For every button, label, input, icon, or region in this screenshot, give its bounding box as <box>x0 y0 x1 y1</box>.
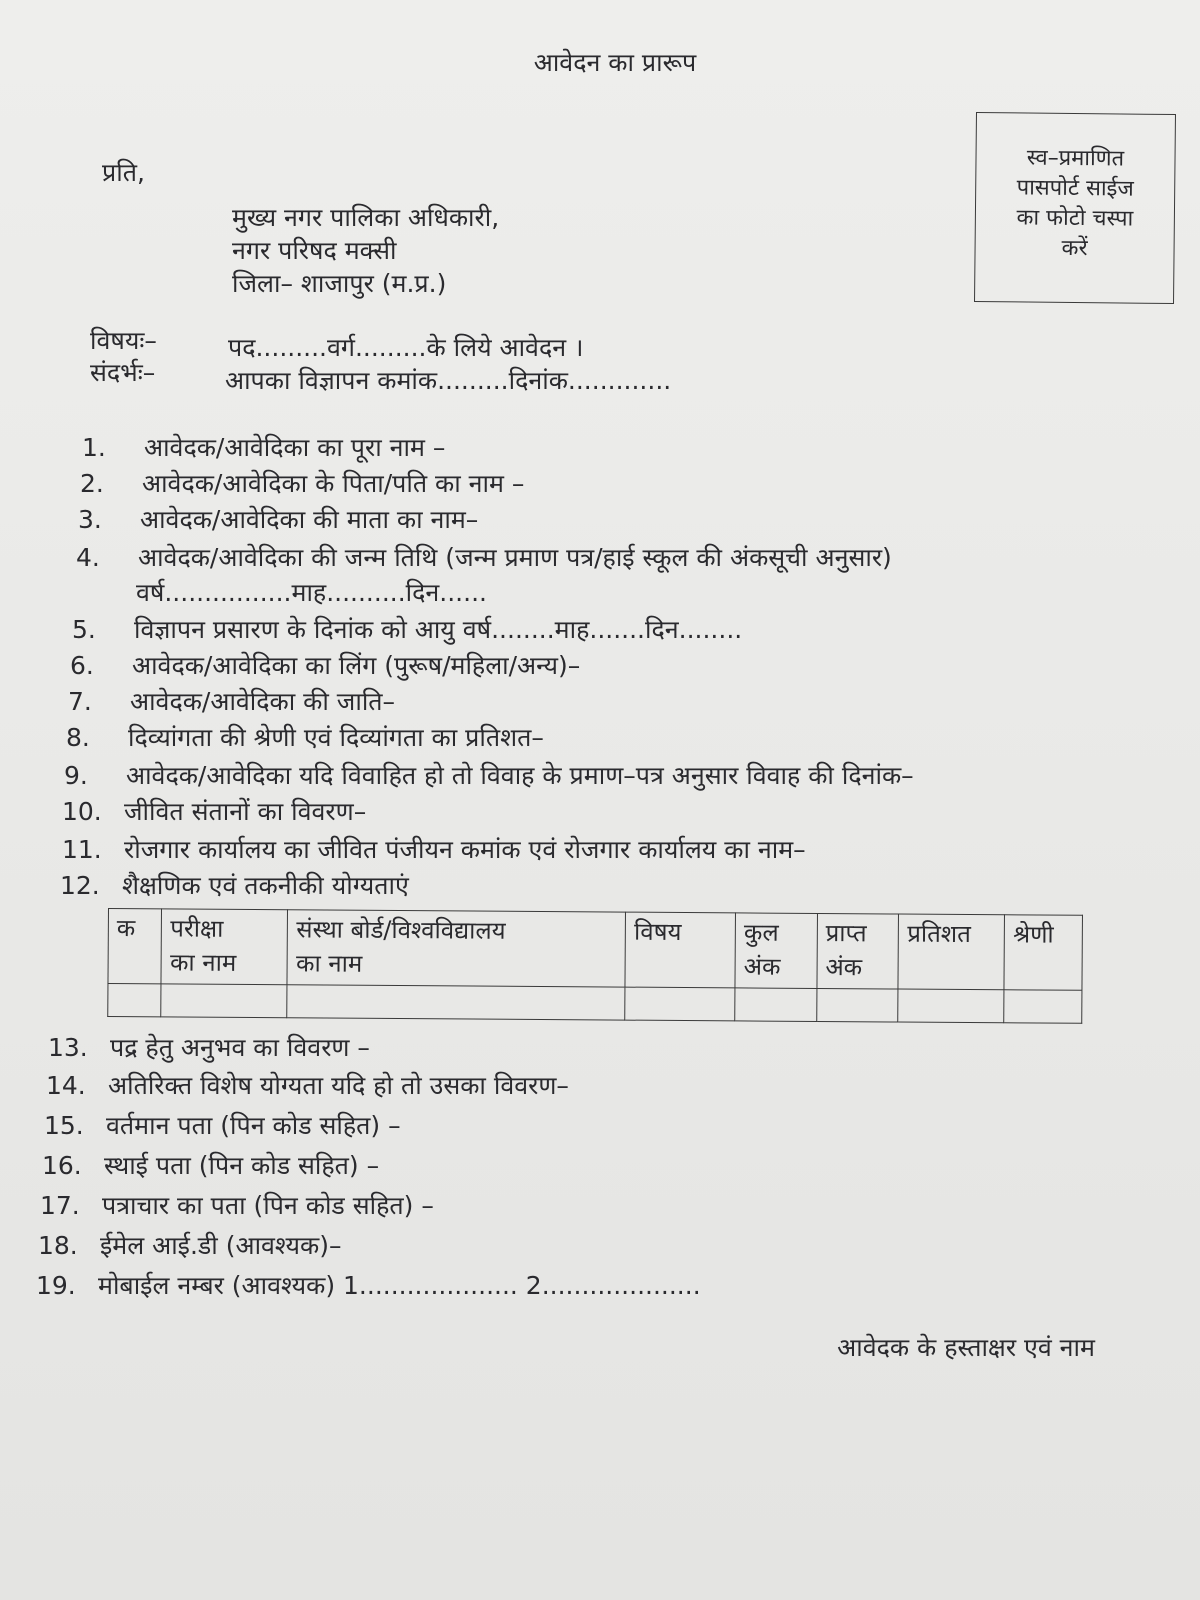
item-number: 17. <box>40 1191 80 1220</box>
qualifications-table <box>107 908 1083 1024</box>
form-item-17 <box>40 1188 434 1222</box>
reference-label: संदर्भः– <box>90 358 156 387</box>
header-subject <box>625 912 735 988</box>
table-cell[interactable] <box>817 988 899 1022</box>
item-text: पद्र हेतु अनुभव का विवरण – <box>110 1033 370 1062</box>
header-line: संस्था बोर्ड/विश्वविद्यालय <box>296 915 506 945</box>
item-number: 13. <box>48 1033 88 1062</box>
item-text: अतिरिक्त विशेष योग्यता यदि हो तो उसका विवरण– <box>108 1071 569 1100</box>
subject-label: विषयः– <box>90 326 157 355</box>
table-cell[interactable] <box>1004 990 1082 1024</box>
header-line: प्राप्त <box>825 919 867 948</box>
item-number: 11. <box>62 835 102 864</box>
item-text: आवेदक/आवेदिका का पूरा नाम – <box>144 433 446 462</box>
photo-box <box>974 112 1176 304</box>
item-number: 12. <box>60 871 100 900</box>
item-text: आवेदक/आवेदिका की जाति– <box>130 687 396 716</box>
header-line: श्रेणी <box>1013 920 1054 949</box>
item-number: 9. <box>64 761 88 790</box>
table-cell[interactable] <box>735 988 817 1022</box>
table-cell[interactable] <box>898 989 1004 1023</box>
item-number: 4. <box>76 543 100 572</box>
header-serial <box>108 909 162 984</box>
header-line: का नाम <box>295 949 363 978</box>
item-text: पत्राचार का पता (पिन कोड सहित) – <box>102 1191 434 1220</box>
form-item-18 <box>38 1228 341 1262</box>
item-number: 2. <box>80 469 104 498</box>
form-item-5 <box>72 612 742 646</box>
photo-box-line: स्व–प्रमाणित <box>1026 145 1125 172</box>
header-line: विषय <box>633 917 682 947</box>
item-number: 15. <box>44 1111 84 1140</box>
form-item-3 <box>78 502 478 536</box>
form-item-11 <box>62 832 806 866</box>
form-item-4-continued: वर्ष................माह..........दिन...... <box>136 578 487 607</box>
photo-box-line: पासपोर्ट साईज <box>1016 175 1134 202</box>
item-number: 8. <box>66 723 90 752</box>
item-text: आवेदक/आवेदिका का लिंग (पुरूष/महिला/अन्य)– <box>132 651 581 680</box>
form-item-4 <box>76 540 892 574</box>
subject-text: पद.........वर्ग.........के लिये आवेदन । <box>228 333 584 362</box>
header-line: परीक्षा <box>170 914 224 943</box>
header-line: अंक <box>743 952 781 981</box>
item-text: आवेदक/आवेदिका की जन्म तिथि (जन्म प्रमाण पत्र/हाई स्कूल की अंकसूची अनुसार) <box>138 543 892 572</box>
header-line: का नाम <box>169 948 237 977</box>
table-row <box>108 984 1082 1024</box>
item-text: रोजगार कार्यालय का जीवित पंजीयन कमांक एवं रोजगार कार्यालय का नाम– <box>124 835 806 864</box>
item-number: 6. <box>70 651 94 680</box>
item-text: आवेदक/आवेदिका की माता का नाम– <box>140 505 479 534</box>
item-text: ईमेल आई.डी (आवश्यक)– <box>100 1231 342 1260</box>
form-item-8 <box>66 720 544 754</box>
header-line: अंक <box>825 953 863 982</box>
table-cell[interactable] <box>625 987 735 1021</box>
header-total-marks <box>735 913 817 989</box>
photo-box-line: करें <box>1061 235 1088 262</box>
form-item-6 <box>70 648 580 682</box>
header-line: क <box>116 914 136 943</box>
header-institution <box>287 910 625 987</box>
form-item-9 <box>64 758 914 792</box>
form-item-19 <box>36 1268 701 1302</box>
item-text: मोबाईल नम्बर (आवश्यक) 1.................... 2.................... <box>98 1271 701 1300</box>
item-number: 5. <box>72 615 96 644</box>
item-text: विज्ञापन प्रसारण के दिनांक को आयु वर्ष........माह.......दिन........ <box>134 615 743 644</box>
addressee-line-1: मुख्य नगर पालिका अधिकारी, <box>232 203 500 232</box>
form-item-13 <box>48 1030 370 1064</box>
form-item-16 <box>42 1148 379 1182</box>
form-item-2 <box>80 466 524 500</box>
item-number: 3. <box>78 505 102 534</box>
form-item-14 <box>46 1068 569 1102</box>
table-cell[interactable] <box>161 984 287 1018</box>
header-division <box>1004 915 1082 991</box>
table-cell[interactable] <box>108 984 162 1017</box>
photo-box-line: का फोटो चस्पा <box>1016 205 1134 232</box>
form-item-1 <box>82 430 445 464</box>
item-number: 7. <box>68 687 92 716</box>
form-title: आवेदन का प्रारूप <box>533 48 697 77</box>
addressee-line-3: जिला– शाजापुर (म.प्र.) <box>232 269 447 298</box>
item-text: वर्तमान पता (पिन कोड सहित) – <box>106 1111 401 1140</box>
item-number: 10. <box>62 797 102 826</box>
table-header-row <box>108 909 1082 991</box>
item-text: स्थाई पता (पिन कोड सहित) – <box>104 1151 380 1180</box>
addressee-line-2: नगर परिषद मक्सी <box>232 236 397 265</box>
header-line: कुल <box>743 918 779 947</box>
form-item-10 <box>62 794 366 828</box>
form-item-12 <box>60 868 409 902</box>
item-number: 14. <box>46 1071 86 1100</box>
item-text: शैक्षणिक एवं तकनीकी योग्यताएं <box>122 871 409 900</box>
header-exam-name <box>161 909 288 985</box>
item-text: आवेदक/आवेदिका के पिता/पति का नाम – <box>142 469 525 498</box>
item-text: दिव्यांगता की श्रेणी एवं दिव्यांगता का प्रतिशत– <box>128 723 544 752</box>
item-number: 19. <box>36 1271 76 1300</box>
reference-text: आपका विज्ञापन कमांक.........दिनांक............. <box>225 366 672 395</box>
header-percentage <box>898 914 1004 990</box>
item-number: 1. <box>82 433 106 462</box>
form-item-7 <box>68 684 395 718</box>
form-item-15 <box>44 1108 401 1142</box>
header-line: प्रतिशत <box>907 919 971 949</box>
item-number: 18. <box>38 1231 78 1260</box>
item-number: 16. <box>42 1151 82 1180</box>
item-text: आवेदक/आवेदिका यदि विवाहित हो तो विवाह के प्रमाण–पत्र अनुसार विवाह की दिनांक– <box>126 761 914 790</box>
prati-label: प्रति, <box>102 158 145 187</box>
item-text: जीवित संतानों का विवरण– <box>124 797 367 826</box>
applicant-signature-label: आवेदक के हस्ताक्षर एवं नाम <box>837 1333 1095 1362</box>
header-obtained-marks <box>817 913 899 989</box>
table-cell[interactable] <box>287 985 625 1020</box>
